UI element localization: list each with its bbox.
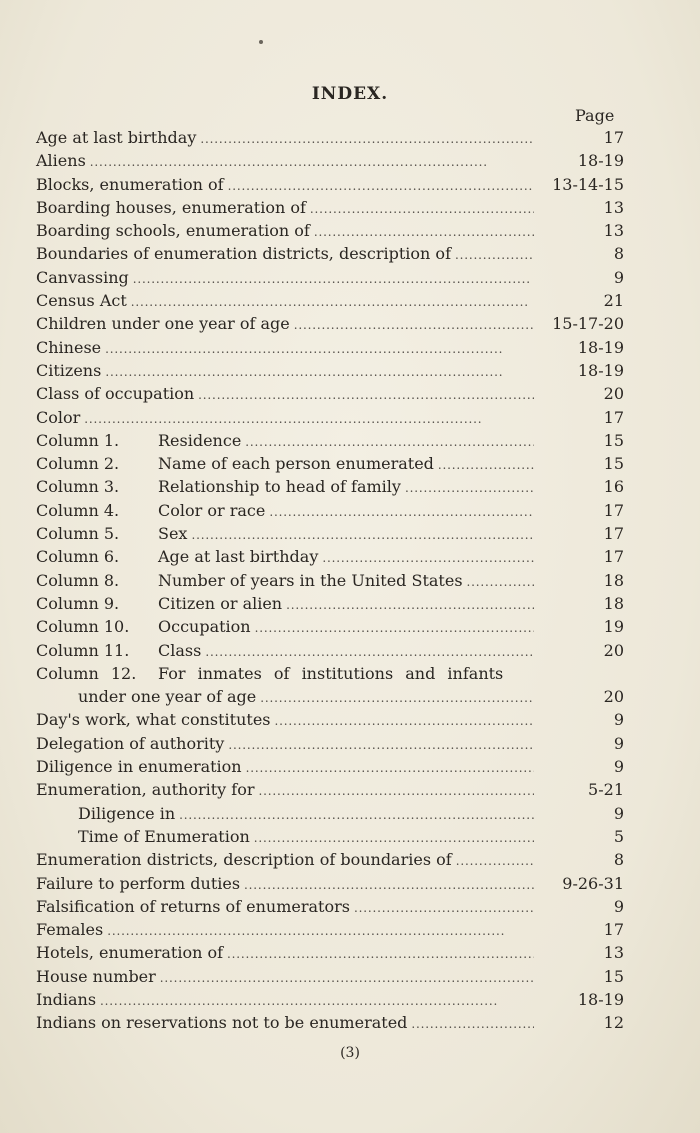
entry-text: For inmates of institutions and infants — [158, 663, 504, 683]
entry-page-number: 19 — [603, 617, 624, 637]
leader-dots — [228, 179, 534, 193]
leader-dots — [455, 248, 534, 262]
leader-dots — [259, 784, 534, 798]
leader-dots — [105, 365, 534, 379]
entry-label — [36, 524, 187, 543]
index-entry — [36, 501, 624, 524]
entry-page-number: 13 — [603, 197, 624, 217]
entry-column-number: Column 3. — [36, 477, 120, 497]
index-entry — [36, 757, 624, 780]
index-entry — [36, 641, 624, 664]
entry-page-number: 16 — [603, 477, 624, 497]
entry-label: Enumeration districts, description of boundaries of — [36, 850, 452, 870]
entry-column-number: Column 2. — [36, 454, 120, 474]
index-entry — [36, 524, 624, 547]
index-entry — [36, 594, 624, 617]
entry-column-number: Column 10. — [36, 617, 130, 637]
entry-label — [36, 571, 463, 590]
index-entry — [36, 897, 624, 920]
entry-label: Age at last birthday — [36, 128, 197, 147]
entry-page-number: 13 — [603, 221, 624, 241]
index-entry — [36, 664, 624, 687]
index-entry — [36, 804, 624, 827]
entry-label: Indians — [36, 989, 97, 1009]
entry-column-number: Column 4. — [36, 500, 120, 520]
leader-dots — [200, 132, 534, 146]
entry-label: Color — [36, 407, 81, 427]
entry-label: Children under one year of age — [36, 314, 290, 334]
entry-label: Canvassing — [36, 267, 129, 287]
entry-page-number: 15 — [603, 430, 624, 450]
entry-label: Hotels, enumeration of — [36, 943, 224, 963]
leader-dots — [269, 505, 534, 519]
leader-dots — [294, 318, 534, 332]
index-entry — [36, 244, 624, 267]
index-entry — [36, 314, 624, 337]
entry-column-number: Column 11. — [36, 640, 130, 660]
entry-label: Failure to perform duties — [36, 873, 241, 893]
entry-page-number: 9 — [613, 803, 624, 823]
leader-dots — [411, 1017, 534, 1031]
entry-label: Census Act — [36, 291, 127, 311]
leader-dots — [107, 924, 534, 938]
leader-dots — [254, 831, 534, 845]
entry-text: Citizen or alien — [158, 593, 283, 613]
entry-column-number: Column 6. — [36, 547, 120, 567]
entry-page-number: 9 — [613, 267, 624, 287]
index-entry — [36, 850, 624, 873]
leader-dots — [100, 994, 534, 1008]
entry-column-number: Column 5. — [36, 524, 120, 544]
leader-dots — [246, 761, 534, 775]
entry-label: Citizens — [36, 360, 102, 380]
entry-page-number: 17 — [603, 128, 624, 147]
index-entry — [36, 1013, 624, 1036]
entry-text: Class — [158, 640, 202, 660]
entry-text: Age at last birthday — [158, 547, 319, 567]
index-entry — [36, 571, 624, 594]
entry-page-number: 17 — [603, 547, 624, 567]
entry-label — [36, 547, 318, 566]
entry-page-number: 15-17-20 — [552, 314, 624, 334]
index-entry — [36, 990, 624, 1013]
leader-dots — [245, 435, 534, 449]
entry-label: Delegation of authority — [36, 733, 225, 753]
entry-label: House number — [36, 966, 156, 986]
entry-page-number: 15 — [603, 454, 624, 474]
index-entry — [36, 431, 624, 454]
entry-page-number: 18-19 — [577, 151, 624, 171]
leader-dots — [160, 971, 534, 985]
entry-page-number: 5-21 — [588, 780, 624, 800]
index-entry — [36, 920, 624, 943]
entry-label: Time of Enumeration — [78, 826, 250, 846]
entry-page-number: 20 — [603, 640, 624, 660]
index-entry — [36, 291, 624, 314]
leader-dots — [205, 645, 534, 659]
entry-page-number: 9 — [613, 757, 624, 777]
leader-dots — [467, 575, 534, 589]
leader-dots — [456, 854, 534, 868]
entry-text: Name of each person enumerated — [158, 454, 434, 474]
entry-page-number: 8 — [613, 850, 624, 870]
index-entry — [36, 477, 624, 500]
leader-dots — [191, 528, 534, 542]
index-entry — [36, 221, 624, 244]
entry-label — [36, 454, 434, 473]
index-entries — [36, 128, 624, 1037]
entry-page-number: 18-19 — [577, 989, 624, 1009]
leader-dots — [322, 551, 534, 565]
entry-label: Day's work, what constitutes — [36, 710, 271, 730]
leader-dots — [405, 481, 534, 495]
leader-dots — [131, 295, 534, 309]
entry-label: Chinese — [36, 337, 102, 357]
entry-text: Number of years in the United States — [158, 570, 463, 590]
index-entry — [36, 827, 624, 850]
leader-dots — [354, 901, 534, 915]
index-entry — [36, 384, 624, 407]
entry-text: Residence — [158, 430, 242, 450]
entry-label — [36, 431, 241, 450]
entry-label: under one year of age — [78, 687, 257, 707]
entry-label: Class of occupation — [36, 384, 195, 404]
entry-label — [36, 664, 503, 683]
entry-label: Blocks, enumeration of — [36, 174, 224, 194]
entry-page-number: 20 — [603, 384, 624, 404]
entry-page-number: 18-19 — [577, 360, 624, 380]
page-number: (3) — [340, 1045, 360, 1061]
entry-label — [36, 617, 251, 636]
entry-page-number: 17 — [603, 500, 624, 520]
index-entry — [36, 361, 624, 384]
leader-dots — [255, 621, 534, 635]
index-entry — [36, 268, 624, 291]
leader-dots — [275, 714, 535, 728]
entry-page-number: 9-26-31 — [562, 873, 624, 893]
entry-page-number: 13 — [603, 943, 624, 963]
entry-label — [36, 594, 282, 613]
index-entry — [36, 175, 624, 198]
index-entry — [36, 408, 624, 431]
entry-column-number: Column 9. — [36, 593, 120, 613]
leader-dots — [228, 738, 534, 752]
entry-page-number: 13-14-15 — [552, 174, 624, 194]
entry-text: Sex — [158, 524, 188, 544]
entry-label: Diligence in enumeration — [36, 757, 242, 777]
leader-dots — [133, 272, 534, 286]
entry-page-number: 9 — [613, 896, 624, 916]
leader-dots — [227, 947, 534, 961]
entry-label: Boarding schools, enumeration of — [36, 221, 310, 241]
entry-label — [36, 501, 265, 520]
index-entry — [36, 547, 624, 570]
index-entry — [36, 128, 624, 151]
leader-dots — [260, 691, 534, 705]
entry-page-number: 21 — [603, 291, 624, 311]
index-entry — [36, 454, 624, 477]
leader-dots — [310, 202, 534, 216]
index-entry — [36, 967, 624, 990]
index-entry — [36, 874, 624, 897]
entry-column-number: Column 1. — [36, 430, 120, 450]
entry-page-number: 9 — [613, 710, 624, 730]
entry-page-number: 17 — [603, 407, 624, 427]
leader-dots — [198, 388, 534, 402]
entry-label: Indians on reservations not to be enumerated — [36, 1013, 408, 1033]
entry-page-number: 18-19 — [577, 337, 624, 357]
leader-dots — [314, 225, 534, 239]
entry-label — [36, 641, 201, 660]
index-entry — [36, 734, 624, 757]
leader-dots — [105, 342, 534, 356]
index-entry — [36, 198, 624, 221]
entry-page-number: 18 — [603, 593, 624, 613]
entry-page-number: 17 — [603, 524, 624, 544]
leader-dots — [438, 458, 534, 472]
leader-dots — [179, 808, 534, 822]
entry-label: Enumeration, authority for — [36, 780, 255, 800]
entry-label: Boarding houses, enumeration of — [36, 197, 306, 217]
leader-dots — [90, 155, 534, 169]
entry-text: Color or race — [158, 500, 266, 520]
entry-label: Boundaries of enumeration districts, description of — [36, 244, 451, 264]
entry-page-number: 17 — [603, 920, 624, 940]
entry-text: Occupation — [158, 617, 251, 637]
entry-page-number: 20 — [603, 687, 624, 707]
index-entry — [36, 151, 624, 174]
leader-dots — [84, 412, 534, 426]
entry-label: Females — [36, 920, 104, 940]
entry-page-number: 8 — [613, 244, 624, 264]
entry-page-number: 9 — [613, 733, 624, 753]
index-entry — [36, 943, 624, 966]
index-entry — [36, 710, 624, 733]
entry-column-number: Column 12. — [36, 663, 137, 683]
entry-page-number: 15 — [603, 966, 624, 986]
page-title: INDEX. — [311, 84, 389, 104]
index-entry-continuation — [36, 687, 624, 710]
entry-text: Relationship to head of family — [158, 477, 401, 497]
ink-speck — [259, 40, 263, 44]
entry-page-number: 5 — [613, 826, 624, 846]
entry-page-number: 18 — [603, 570, 624, 590]
leader-dots — [286, 598, 534, 612]
entry-label: Falsification of returns of enumerators — [36, 896, 350, 916]
leader-dots — [244, 878, 534, 892]
page-column-header: Page — [575, 106, 615, 125]
entry-column-number: Column 8. — [36, 570, 120, 590]
entry-label — [36, 477, 401, 496]
index-entry — [36, 617, 624, 640]
entry-page-number: 12 — [603, 1013, 624, 1033]
entry-label: Diligence in — [78, 803, 176, 823]
index-entry — [36, 338, 624, 361]
entry-label: Aliens — [36, 151, 86, 171]
index-entry — [36, 780, 624, 803]
